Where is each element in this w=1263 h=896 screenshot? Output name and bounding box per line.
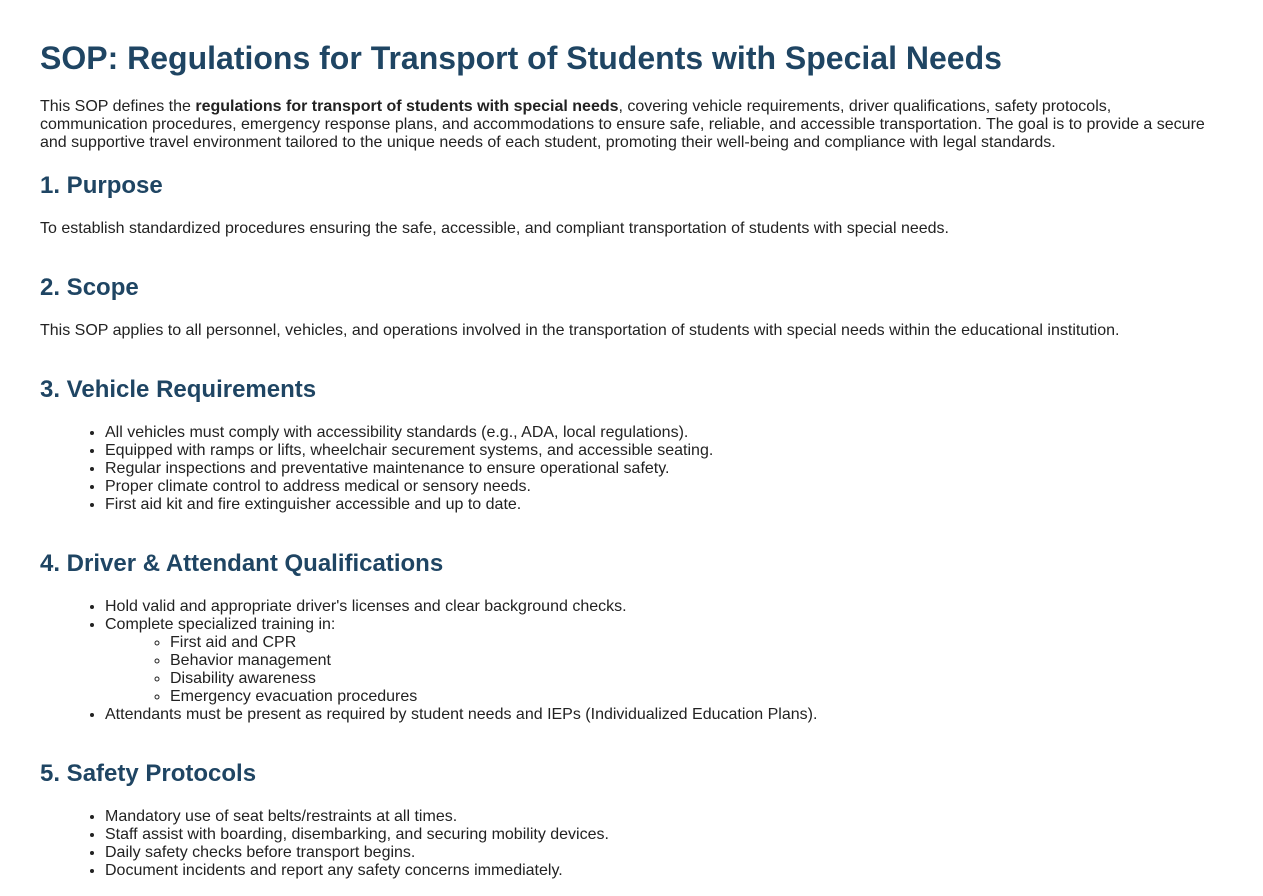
list-item: • Staff assist with boarding, disembarking, and securing mobility devices. [105, 826, 1223, 844]
training-sublist [105, 634, 1223, 706]
safety-protocols-list [40, 808, 1223, 880]
list-item: • Regular inspections and preventative maintenance to ensure operational safety. [105, 460, 1223, 478]
scope-text: This SOP applies to all personnel, vehicles, and operations involved in the transportation of students with special needs within the educational institution. [40, 322, 1120, 339]
list-item: • Mandatory use of seat belts/restraints at all times. [105, 808, 1223, 826]
driver-qualifications-list [40, 598, 1223, 724]
list-item: • Equipped with ramps or lifts, wheelchair securement systems, and accessible seating. [105, 442, 1223, 460]
list-item: • Proper climate control to address medical or sensory needs. [105, 478, 1223, 496]
intro-text-bold: regulations for transport of students with special needs [195, 98, 619, 115]
list-item-training [105, 616, 1223, 706]
intro-text-end: , covering vehicle requirements, driver qualifications, safety protocols, communication procedures, emergency response plans, and accommodations to ensure safe, reliable, and accessible transportation. The goal is to provide a secure and supportive travel environment tailored to the unique needs of each student, promoting their well-being and compliance with legal standards. [40, 98, 1205, 151]
sub-list-item: ◦ Emergency evacuation procedures [170, 688, 1223, 706]
section-heading-vehicle-requirements: 3. Vehicle Requirements [40, 376, 317, 403]
intro-paragraph [40, 98, 1220, 152]
list-item: • Document incidents and report any safety concerns immediately. [105, 862, 1223, 880]
list-item: • Hold valid and appropriate driver's licenses and clear background checks. [105, 598, 1223, 616]
training-label: Complete specialized training in: [105, 616, 336, 633]
list-item: • Attendants must be present as required by student needs and IEPs (Individualized Education Plans). [105, 706, 1223, 724]
page-title: SOP: Regulations for Transport of Students with Special Needs [40, 40, 1002, 76]
list-item: • First aid kit and fire extinguisher accessible and up to date. [105, 496, 1223, 514]
section-heading-driver-qualifications: 4. Driver & Attendant Qualifications [40, 550, 444, 577]
sub-list-item: ◦ First aid and CPR [170, 634, 1223, 652]
purpose-text: To establish standardized procedures ensuring the safe, accessible, and compliant transportation of students with special needs. [40, 220, 949, 237]
section-heading-scope: 2. Scope [40, 274, 139, 301]
intro-text-start: This SOP defines the [40, 98, 196, 115]
list-item: • All vehicles must comply with accessibility standards (e.g., ADA, local regulations). [105, 424, 1223, 442]
sub-list-item: ◦ Behavior management [170, 652, 1223, 670]
section-heading-safety-protocols: 5. Safety Protocols [40, 760, 257, 787]
sub-list-item: ◦ Disability awareness [170, 670, 1223, 688]
section-heading-purpose: 1. Purpose [40, 172, 163, 199]
vehicle-requirements-list [40, 424, 1223, 514]
list-item: • Daily safety checks before transport begins. [105, 844, 1223, 862]
